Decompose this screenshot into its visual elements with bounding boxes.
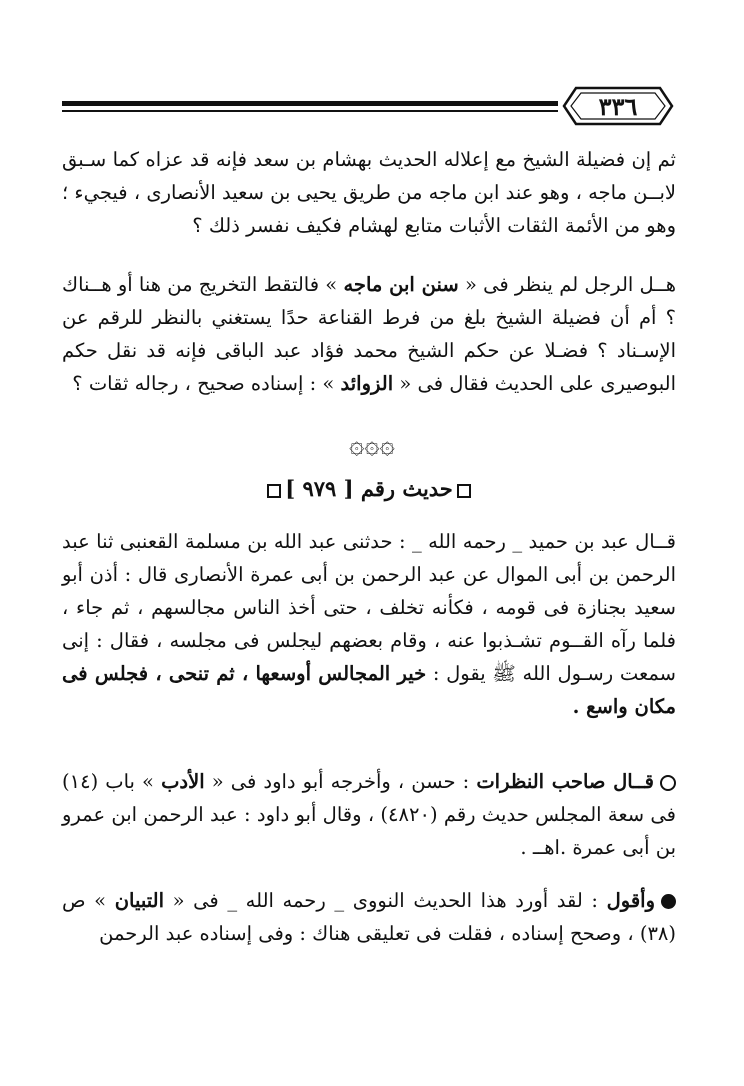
book-title-zawaid: الزوائد — [340, 372, 394, 395]
hadith-text: قــال عبد بن حميد _ رحمه الله _ : حدثنى عبد الله بن مسلمة القعنبى ثنا عبد الرحمن بن أبى الموال عن عبد الرحمن بن أبى عمرة الأنصارى قال : أذن أبو سعيد بجنازة فى قومه ، فكأنه تخلف ، حتى أخذ الناس مجالسهم ، ثم جاء ، فلما رآه القــوم تشـذبوا عنه ، وقام بعضهم ليجلس فى مجلسه ، فقال : إنى سمعت رسـول الله ﷺ يقول : خير المجالس أوسعها ، ثم تنحى ، فجلس فى مكان واسع . — [62, 530, 676, 718]
square-bullet-icon — [457, 484, 471, 498]
hollow-circle-icon — [660, 775, 676, 791]
square-bullet-icon — [267, 484, 281, 498]
page-header — [62, 82, 676, 132]
hadith-quote: خير المجالس أوسعها ، ثم تنحى ، فجلس فى مكان واسع . — [62, 662, 676, 718]
page-number: ٣٣٦ — [598, 91, 638, 121]
filled-circle-icon — [661, 894, 676, 909]
page-number-badge — [562, 85, 674, 127]
paragraph-aqul: وأقول : لقد أورد هذا الحديث النووى _ رحمه الله _ فى « التبيان » ص (٣٨) ، وصحح إسناده ، فقلت فى تعليقى هناك : وفى إسناده عبد الرحمن — [62, 889, 676, 945]
section-ornament: ۞۞۞ — [349, 430, 395, 460]
book-title-sunan: سنن ابن ماجه — [343, 273, 459, 296]
header-rule-thick — [62, 101, 558, 106]
paragraph-nazarat: قــال صاحب النظرات : حسن ، وأخرجه أبو داود فى « الأدب » باب (١٤) فى سعة المجلس حديث رقم (٤٨٢٠) ، وقال أبو داود : عبد الرحمن ابن عمرو بن أبى عمرة .اهــ . — [62, 770, 676, 859]
book-title-adab: الأدب — [161, 770, 205, 793]
paragraph-1: ثم إن فضيلة الشيخ مع إعلاله الحديث بهشام بن سعد فإنه قد عزاه كما سـبق لابــن ماجه ، وهو عند ابن ماجه من طريق يحيى بن سعيد الأنصارى ، فيجيء ؛ وهو من الأئمة الثقات الأثبات متابع لهشام فكيف نفسر ذلك ؟ — [62, 148, 676, 237]
book-title-tibyan: التبيان — [114, 889, 164, 912]
paragraph-2: هــل الرجل لم ينظر فى « سنن ابن ماجه » فالتقط التخريج من هنا أو هــناك ؟ أم أن فضيلة الشيخ بلغ من فرط القناعة حدًا يستغني بالنظر للرقم عن الإسـناد ؟ فضـلا عن حكم الشيخ محمد فؤاد عبد الباقى فإنه قد نقل حكم البوصيرى على الحديث فقال فى « الزوائد » : إسناده صحيح ، رجاله ثقات ؟ — [62, 273, 677, 395]
header-rule-thin — [62, 110, 558, 112]
hadith-heading: حديث رقم [ ٩٧٩ ] — [62, 476, 676, 501]
